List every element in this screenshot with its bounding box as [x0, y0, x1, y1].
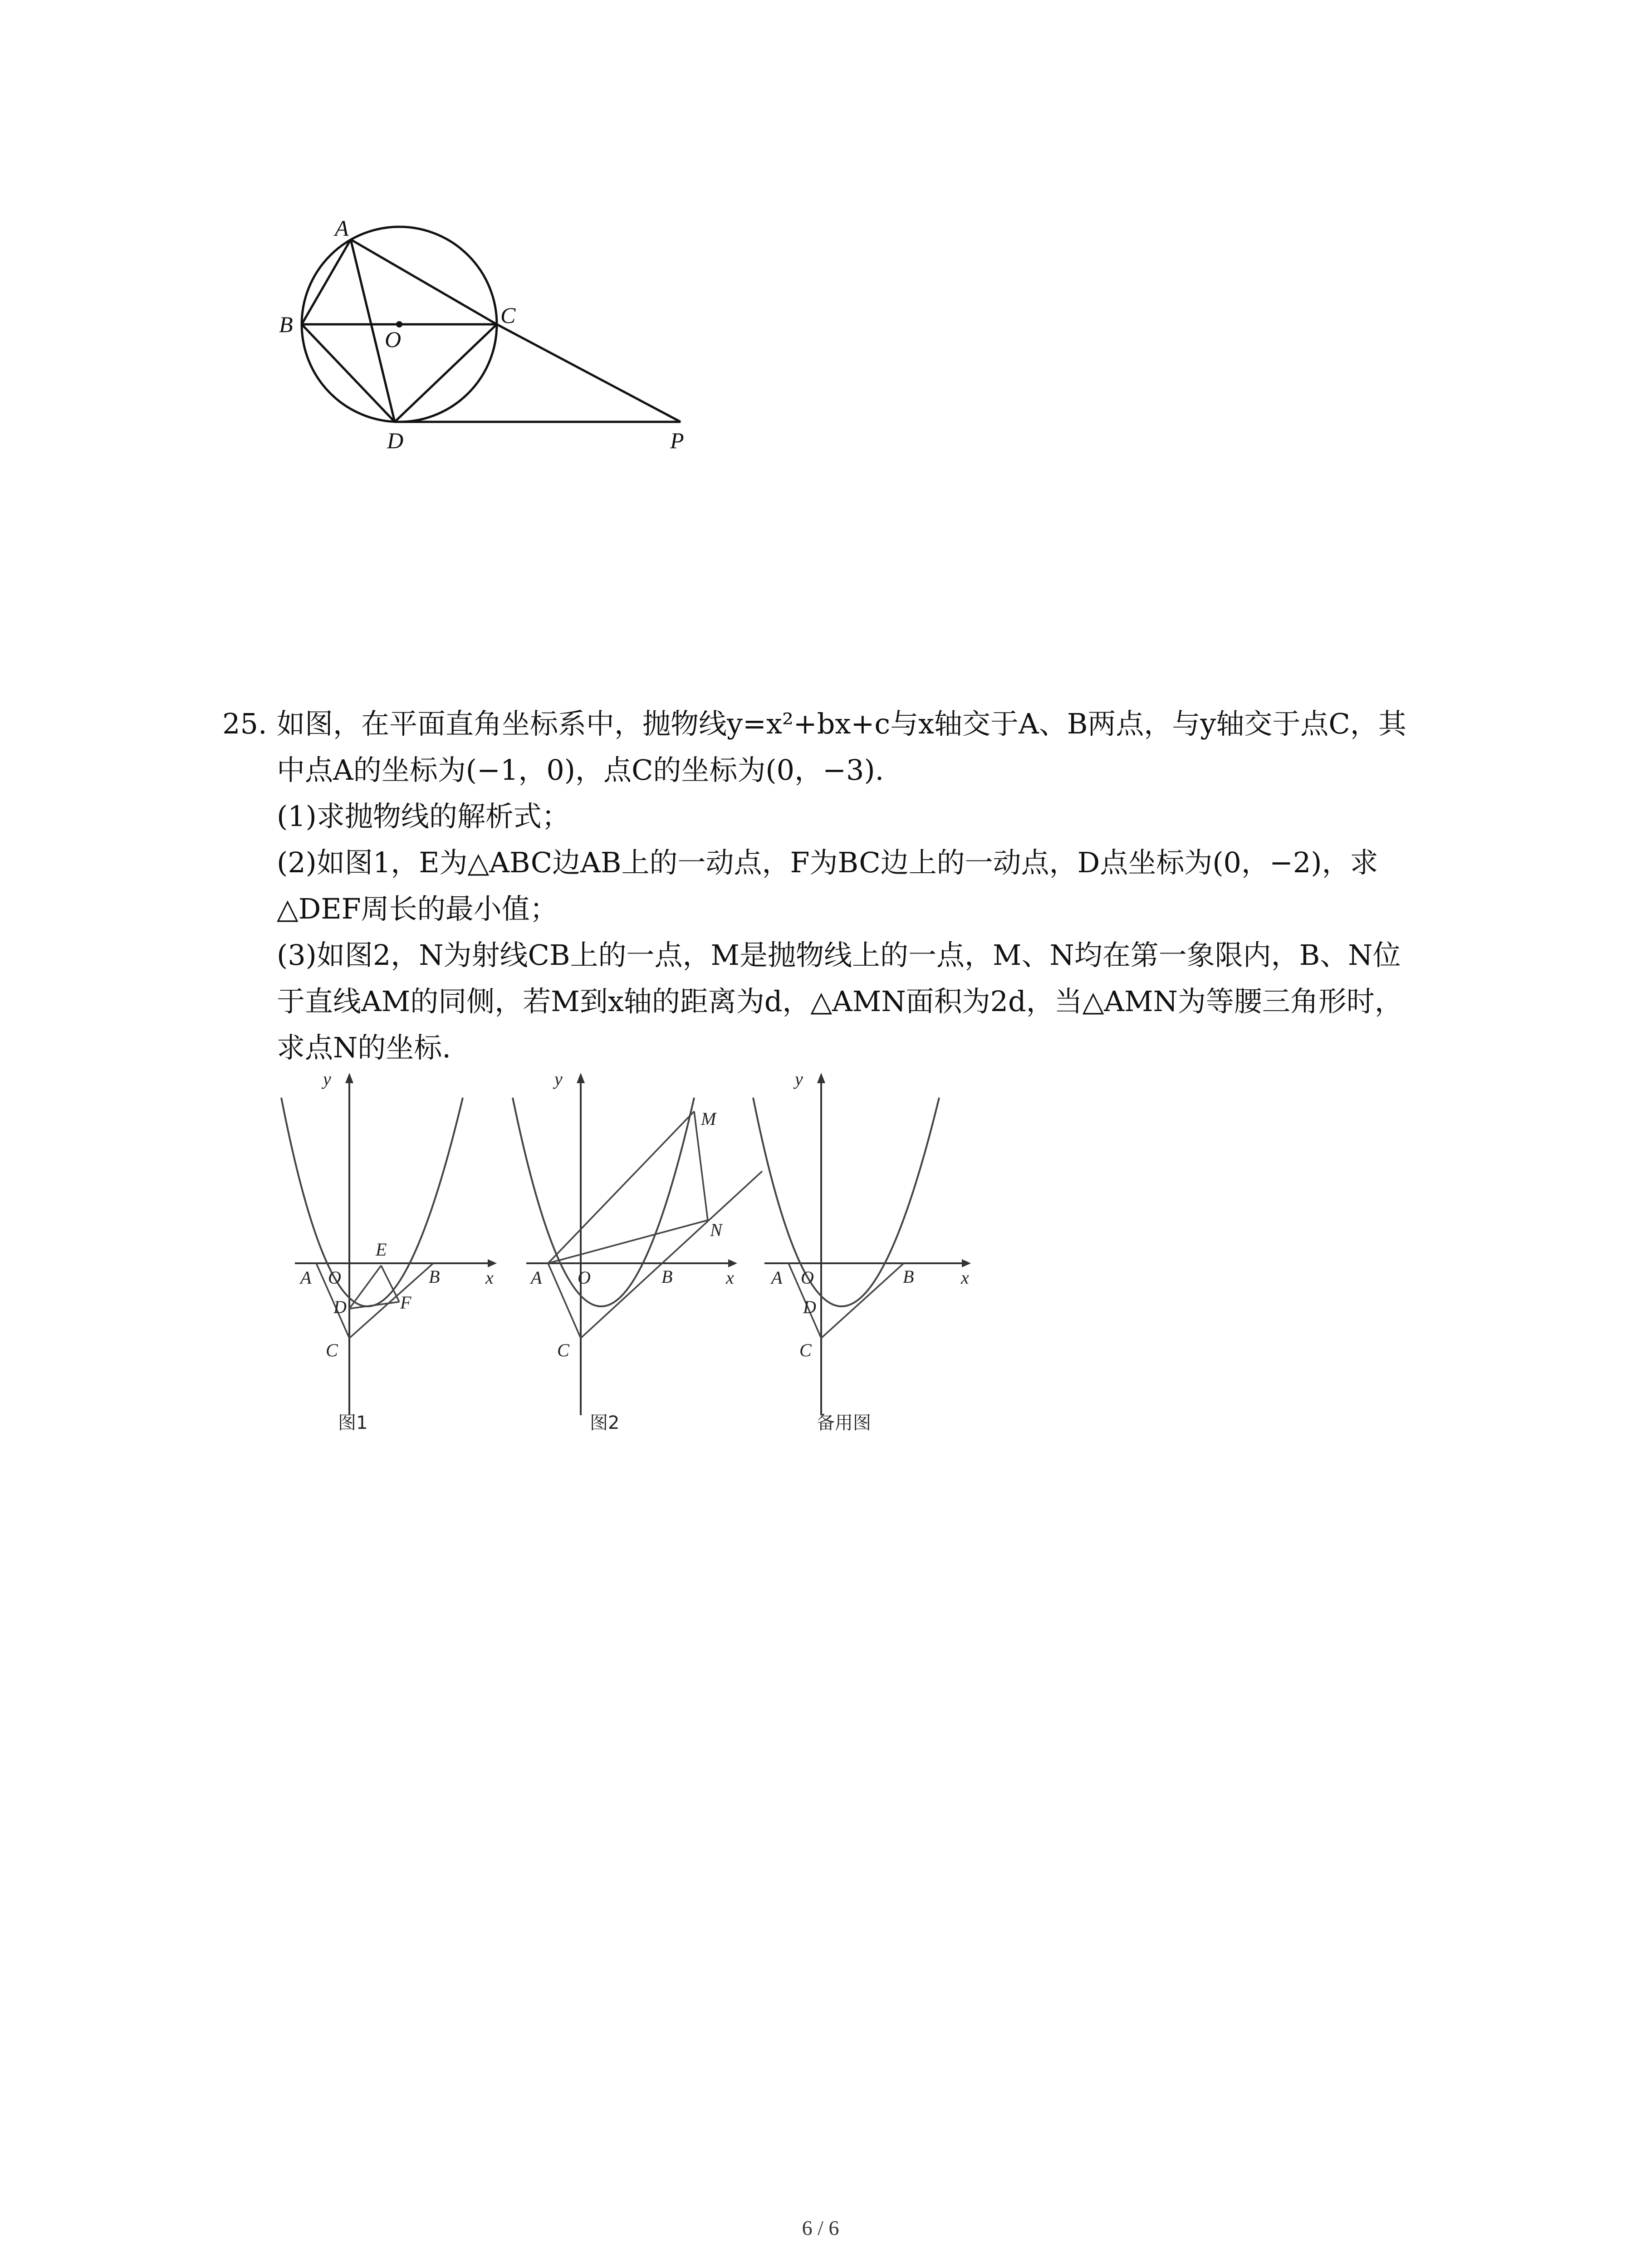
point-o: O: [801, 1267, 814, 1288]
y-axis-arrow-icon: [817, 1073, 825, 1083]
x-axis-arrow-icon: [728, 1259, 737, 1267]
point-c: C: [799, 1340, 812, 1360]
label-o: O: [385, 327, 402, 352]
y-axis-arrow-icon: [577, 1073, 585, 1083]
point-a: A: [300, 1267, 312, 1288]
part-3-line-3: 求点N的坐标.: [277, 1031, 451, 1064]
point-c: C: [557, 1340, 569, 1360]
ray-cb: [581, 1171, 762, 1338]
page-number: 6 / 6: [802, 2216, 839, 2239]
point-o: O: [578, 1267, 591, 1288]
segment-ab: [302, 240, 351, 324]
point-b: B: [429, 1266, 440, 1287]
point-a: A: [531, 1267, 542, 1288]
label-p: P: [670, 428, 684, 453]
x-label: x: [485, 1267, 494, 1288]
point-m: M: [701, 1109, 716, 1129]
segment-am: [548, 1111, 694, 1263]
label-d: D: [387, 428, 404, 453]
caption-fig2: 图2: [590, 1413, 620, 1433]
segment-cd: [395, 324, 497, 422]
point-e: E: [376, 1239, 387, 1260]
point-o: O: [328, 1267, 341, 1288]
part-3-line-2: 于直线AM的同侧，若M到x轴的距离为d，△AMN面积为2d，当△AMN为等腰三角形时，: [277, 985, 1403, 1018]
point-a: A: [771, 1267, 783, 1288]
figure-1: [281, 1069, 497, 1433]
y-label: y: [323, 1069, 331, 1089]
point-d: D: [803, 1297, 816, 1317]
caption-fig3: 备用图: [817, 1413, 871, 1433]
label-b: B: [279, 312, 293, 337]
y-axis-arrow-icon: [345, 1073, 353, 1083]
point-n: N: [710, 1220, 722, 1240]
part-2-line-2: △DEF周长的最小值；: [277, 892, 558, 925]
parabola-figures: [0, 1066, 1641, 1474]
part-3-line-1: (3)如图2，N为射线CB上的一点，M是抛物线上的一点，M、N均在第一象限内，B、N位: [277, 938, 1401, 972]
label-c: C: [500, 303, 516, 328]
segment-ac: [351, 240, 497, 324]
segment-an: [548, 1220, 708, 1263]
label-a: A: [335, 215, 349, 241]
segment-cp: [497, 324, 681, 422]
y-label: y: [795, 1069, 803, 1089]
figure-3: [753, 1069, 971, 1433]
x-label: x: [726, 1267, 734, 1288]
circle-figure: [0, 0, 1641, 499]
figure-2: [513, 1069, 762, 1433]
point-d: D: [333, 1297, 347, 1317]
segment-bc: [349, 1263, 433, 1338]
point-b: B: [661, 1266, 673, 1287]
segment-de: [349, 1266, 381, 1309]
stem-line-2: 中点A的坐标为(−1，0)，点C的坐标为(0，−3).: [277, 753, 884, 787]
point-c: C: [326, 1340, 338, 1360]
stem-line-1: 25. 如图，在平面直角坐标系中，抛物线y=x²+bx+c与x轴交于A、B两点，与y轴交于点C，其: [222, 701, 1456, 747]
point-f: F: [400, 1292, 411, 1313]
x-axis-arrow-icon: [488, 1259, 497, 1267]
point-b: B: [903, 1266, 914, 1287]
caption-fig1: 图1: [338, 1413, 368, 1433]
y-label: y: [554, 1069, 563, 1089]
x-label: x: [961, 1267, 969, 1288]
part-2-line-1: (2)如图1，E为△ABC边AB上的一动点，F为BC边上的一动点，D点坐标为(0，−2)，求: [277, 846, 1378, 879]
question-number: 25.: [222, 707, 267, 740]
question-25: [222, 701, 1456, 1071]
x-axis-arrow-icon: [962, 1259, 971, 1267]
segment-ac: [548, 1263, 581, 1338]
part-1: (1)求抛物线的解析式；: [277, 800, 570, 833]
segment-bc: [821, 1263, 904, 1338]
segment-ef: [381, 1266, 399, 1302]
